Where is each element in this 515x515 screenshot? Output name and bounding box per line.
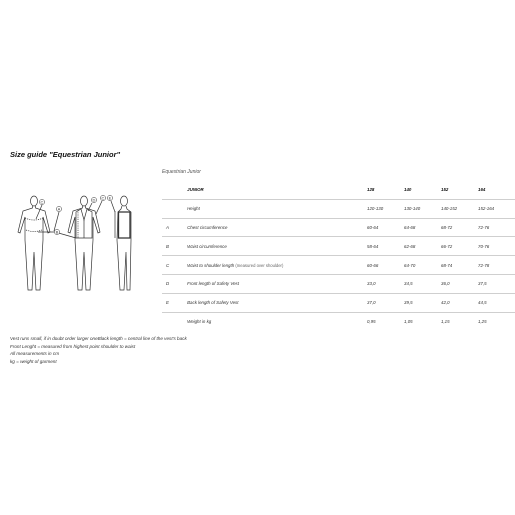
row-letter — [162, 199, 187, 218]
table-cell: 140-152 — [441, 199, 478, 218]
row-letter — [162, 312, 187, 330]
row-letter: C — [162, 256, 187, 275]
label-d: D — [92, 197, 96, 203]
label-b: B — [55, 229, 59, 235]
row-label — [187, 274, 367, 293]
table-cell: 68-72 — [441, 218, 478, 237]
label-c-vest: C — [101, 195, 105, 201]
table-cell: 72-76 — [478, 218, 515, 237]
front-figure — [18, 196, 50, 290]
table-cell: 120-130 — [367, 199, 404, 218]
table-cell: 64-70 — [404, 256, 441, 275]
row-label — [187, 256, 367, 275]
size-table — [162, 181, 515, 330]
table-cell: 37,5 — [478, 274, 515, 293]
note-line: All measurements in cm — [10, 351, 60, 357]
note-line: Vest runs small, if in doubt order larger oneBlack length = central line of the vest's back — [10, 336, 187, 341]
row-label — [187, 237, 367, 256]
row-label — [187, 312, 367, 330]
label-a: A — [57, 206, 61, 212]
row-label-text: Weight in kg — [187, 318, 212, 324]
row-label-text: Chest circumference — [187, 224, 228, 230]
row-label-text: Waist circumference — [187, 243, 227, 249]
table-cell: 60-66 — [367, 256, 404, 275]
note-line: kg = weight of garment — [10, 358, 57, 364]
table-cell: 62-68 — [404, 237, 441, 256]
table-cell: 0,95 — [367, 318, 376, 324]
label-e: E — [108, 195, 112, 201]
table-subtitle: Equestrian Junior — [162, 169, 201, 175]
side-figure — [115, 196, 131, 290]
table-cell: 1,15 — [441, 318, 450, 324]
table-cell: 44,5 — [478, 293, 515, 312]
header-label: JUNIOR — [187, 181, 367, 199]
header-size: 128 — [367, 181, 404, 199]
row-letter: B — [162, 237, 187, 256]
table-row — [162, 312, 515, 330]
row-letter: E — [162, 293, 187, 312]
row-label-text: Back length of Safety Vest — [187, 300, 239, 306]
vest-front-figure — [68, 196, 100, 290]
notes-block — [10, 335, 187, 365]
measurement-diagram — [14, 192, 140, 296]
table-cell: 37,0 — [367, 293, 404, 312]
row-letter: D — [162, 274, 187, 293]
note-line: Front Lenght = measured from highest point shoulder to waist — [10, 343, 136, 349]
table-cell: 1,05 — [404, 318, 413, 324]
table-cell: 36,0 — [441, 274, 478, 293]
row-label-text: Front length of Safety Vest — [187, 281, 239, 287]
row-letter: A — [162, 218, 187, 237]
row-label — [187, 218, 367, 237]
table-cell: 130-140 — [404, 199, 441, 218]
table-cell: 39,5 — [404, 293, 441, 312]
table-row — [162, 256, 515, 275]
row-note: (measured over shoulder) — [235, 262, 284, 268]
table-row — [162, 293, 515, 312]
table-row — [162, 237, 515, 256]
table-cell: 152-164 — [478, 199, 515, 218]
table-cell: 64-68 — [404, 218, 441, 237]
row-label — [187, 293, 367, 312]
table-cell: 42,0 — [441, 293, 478, 312]
table-cell: 72-78 — [478, 256, 515, 275]
table-cell: 33,0 — [367, 274, 404, 293]
header-size: 152 — [441, 181, 478, 199]
table-row — [162, 218, 515, 237]
table-header-row — [162, 181, 515, 199]
page-title: Size guide "Equestrian Junior" — [10, 150, 121, 159]
table-cell: 68-74 — [441, 256, 478, 275]
table-cell: 70-76 — [478, 237, 515, 256]
table-row — [162, 274, 515, 293]
header-size: 164 — [478, 181, 515, 199]
table-row — [162, 199, 515, 218]
table-cell: 1,25 — [478, 318, 487, 324]
header-size: 140 — [404, 181, 441, 199]
label-c: C — [40, 199, 44, 205]
row-label-text: Height — [187, 206, 200, 212]
table-cell: 58-64 — [367, 237, 404, 256]
table-cell: 66-72 — [441, 237, 478, 256]
header-letter — [162, 181, 187, 199]
table-cell: 34,5 — [404, 274, 441, 293]
row-label-text: Waist to shoulder length — [187, 262, 235, 268]
row-label — [187, 199, 367, 218]
table-cell: 60-64 — [367, 218, 404, 237]
